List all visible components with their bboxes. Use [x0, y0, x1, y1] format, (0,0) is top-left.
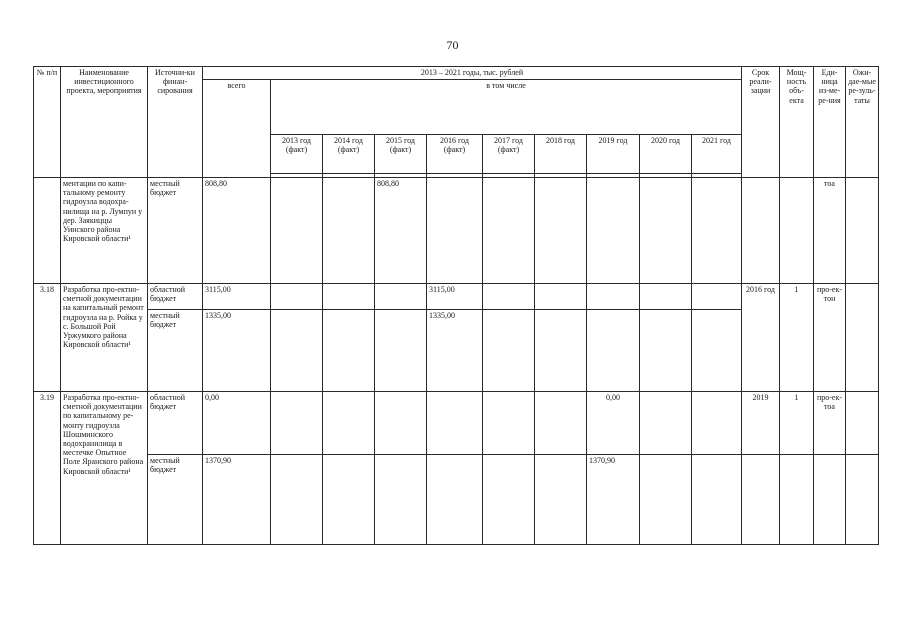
row-year-value	[587, 310, 640, 392]
row-year-value	[692, 392, 742, 455]
row-year-value	[483, 284, 535, 310]
investment-table	[33, 66, 879, 545]
row-unit-empty	[814, 455, 846, 545]
row-year-value	[375, 310, 427, 392]
row-year-value	[535, 455, 587, 545]
row-term-empty	[742, 455, 780, 545]
row-unit: про-ек-тоа	[814, 392, 846, 455]
row-capacity: 1	[780, 284, 814, 392]
row-total: 0,00	[203, 392, 271, 455]
row-year-value: 1335,00	[427, 310, 483, 392]
row-year-value	[427, 455, 483, 545]
row-year-value	[692, 310, 742, 392]
table-row	[34, 284, 879, 310]
header-year: 2013 год (факт)	[271, 135, 323, 174]
row-unit: про-ек-тон	[814, 284, 846, 392]
row-term: 2016 год	[742, 284, 780, 392]
header-row-1	[34, 67, 879, 80]
row-name: Разработка про-ектно-сметной документации по капитальному ре-монту гидроузла Шошминского водохранилища в местечке Опытное Поле Яранского района Кировской области¹	[61, 392, 148, 545]
row-source: местный бюджет	[148, 455, 203, 545]
row-year-value	[483, 178, 535, 284]
row-year-value	[427, 178, 483, 284]
row-year-value	[692, 178, 742, 284]
row-year-value	[640, 455, 692, 545]
row-source: местный бюджет	[148, 310, 203, 392]
header-including: в том числе	[271, 80, 742, 135]
row-name: ментации по капи-тальному ремонту гидроузла водохра-нилища на р. Лумпун у дер. Заякиццы Уинского района Кировской области¹	[61, 178, 148, 284]
row-year-value	[271, 392, 323, 455]
row-year-value	[271, 310, 323, 392]
header-period: 2013 – 2021 годы, тыс. рублей	[203, 67, 742, 80]
row-year-value	[271, 284, 323, 310]
header-num: № п/п	[34, 67, 61, 178]
row-year-value	[587, 284, 640, 310]
header-source: Источни-ки финан-сирования	[148, 67, 203, 178]
table-row	[34, 392, 879, 455]
row-year-value	[323, 284, 375, 310]
row-year-value	[535, 310, 587, 392]
row-year-value	[535, 178, 587, 284]
row-num: 3.18	[34, 284, 61, 392]
row-total: 808,80	[203, 178, 271, 284]
row-total: 1370,90	[203, 455, 271, 545]
row-source: областной бюджет	[148, 392, 203, 455]
row-year-value	[640, 178, 692, 284]
row-year-value	[323, 392, 375, 455]
row-total: 1335,00	[203, 310, 271, 392]
header-name: Наименование инвестиционного проекта, мероприятия	[61, 67, 148, 178]
row-year-value: 808,80	[375, 178, 427, 284]
header-unit: Еди-ница из-ме-ре-ния	[814, 67, 846, 178]
header-year: 2017 год (факт)	[483, 135, 535, 174]
row-results-empty	[846, 455, 879, 545]
row-results	[846, 284, 879, 392]
row-year-value: 0,00	[587, 392, 640, 455]
row-source: областной бюджет	[148, 284, 203, 310]
header-year: 2020 год	[640, 135, 692, 174]
header-year: 2016 год (факт)	[427, 135, 483, 174]
row-total: 3115,00	[203, 284, 271, 310]
row-year-value	[692, 455, 742, 545]
row-year-value	[375, 455, 427, 545]
header-results: Ожи-дае-мые ре-зуль-таты	[846, 67, 879, 178]
row-unit: тоа	[814, 178, 846, 284]
row-year-value	[323, 178, 375, 284]
header-year: 2015 год (факт)	[375, 135, 427, 174]
row-year-value	[692, 284, 742, 310]
row-year-value	[375, 392, 427, 455]
page-number: 70	[446, 38, 459, 52]
row-year-value	[483, 310, 535, 392]
header-year: 2021 год	[692, 135, 742, 174]
row-year-value	[375, 284, 427, 310]
row-capacity: 1	[780, 392, 814, 455]
header-capacity: Мощ-ность объ-екта	[780, 67, 814, 178]
row-year-value: 1370,90	[587, 455, 640, 545]
row-year-value	[640, 392, 692, 455]
table-row	[34, 455, 879, 545]
header-total: всего	[203, 80, 271, 178]
row-year-value	[427, 392, 483, 455]
row-year-value	[323, 310, 375, 392]
row-year-value	[323, 455, 375, 545]
header-year: 2014 год (факт)	[323, 135, 375, 174]
row-num	[34, 178, 61, 284]
header-year: 2018 год	[535, 135, 587, 174]
row-name: Разработка про-ектно-сметной документации на капитальный ремонт гидроузла на р. Ройка у с. Большой Рой Уржумкого района Кировской области¹	[61, 284, 148, 392]
row-year-value	[271, 178, 323, 284]
row-year-value	[483, 392, 535, 455]
row-year-value: 3115,00	[427, 284, 483, 310]
header-term: Срок реали-зации	[742, 67, 780, 178]
row-year-value	[640, 310, 692, 392]
row-year-value	[535, 284, 587, 310]
row-capacity-empty	[780, 455, 814, 545]
row-year-value	[483, 455, 535, 545]
row-num: 3.19	[34, 392, 61, 545]
row-year-value	[271, 455, 323, 545]
row-year-value	[640, 284, 692, 310]
row-source: местный бюджет	[148, 178, 203, 284]
header-year: 2019 год	[587, 135, 640, 174]
row-term: 2019	[742, 392, 780, 455]
row-term	[742, 178, 780, 284]
row-capacity	[780, 178, 814, 284]
row-results	[846, 178, 879, 284]
row-results	[846, 392, 879, 455]
table-row	[34, 178, 879, 284]
row-year-value	[535, 392, 587, 455]
row-year-value	[587, 178, 640, 284]
